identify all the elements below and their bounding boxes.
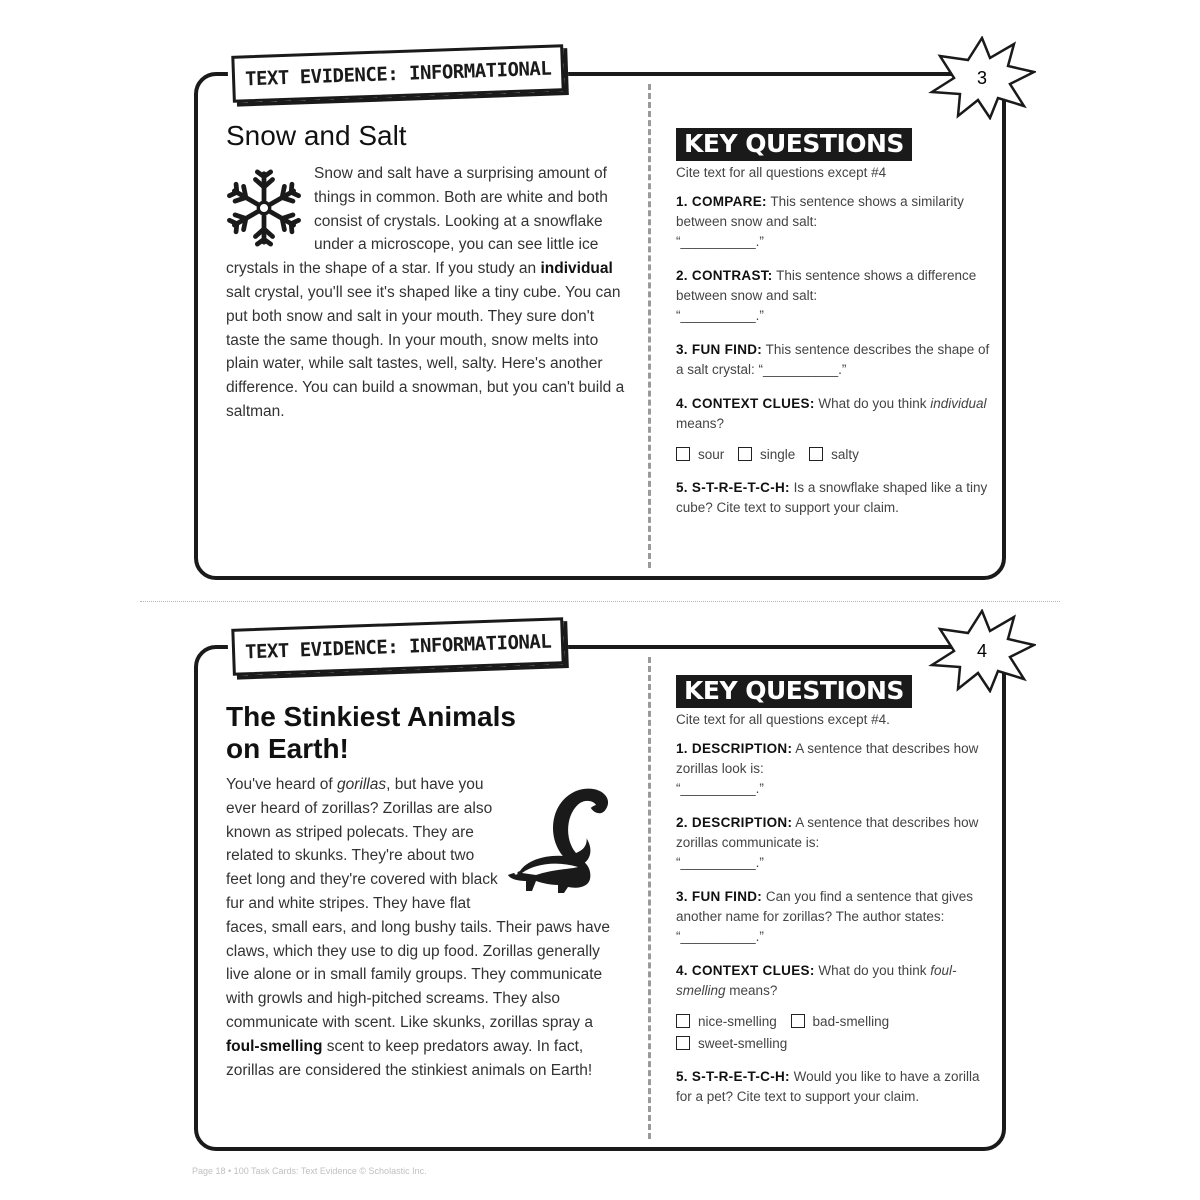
column-divider: [648, 84, 651, 568]
checkbox[interactable]: [809, 447, 823, 461]
option-bad-smelling[interactable]: bad-smelling: [791, 1011, 890, 1033]
card-tag-label: TEXT EVIDENCE: INFORMATIONAL: [231, 617, 565, 676]
card-tag: [227, 613, 569, 680]
answer-options: [676, 444, 994, 466]
cut-line: [140, 601, 1060, 602]
task-card-4: [194, 630, 1006, 1151]
passage-text: You've heard of gorillas, but have you ever heard of zorillas? Zorillas are also known as striped polecats. They are related to skunks. They're about two feet long and they're covered with black fur and white stripes. They have flat faces, small ears, and long bushy tails. Their paws have claws, which they use to dig up food. Zorillas generally live alone or in small family groups. They communicate with growls and high-pitched screams. They also communicate with scent. Like skunks, zorillas spray a foul-smelling scent to keep predators away. In fact, zorillas are considered the stinkiest animals on Earth!: [226, 773, 626, 1082]
passage-column: [226, 701, 626, 1082]
checkbox[interactable]: [791, 1014, 805, 1028]
question-5: 5. S-T-R-E-T-C-H: Would you like to have a zorilla for a pet? Cite text to support your claim.: [676, 1069, 980, 1104]
cite-instruction: Cite text for all questions except #4: [676, 165, 887, 180]
card-tag: [227, 40, 569, 107]
answer-options: [676, 1011, 994, 1055]
checkbox[interactable]: [676, 447, 690, 461]
key-questions-column: [676, 675, 994, 1121]
option-sweet-smelling[interactable]: sweet-smelling: [676, 1033, 787, 1055]
question-4: 4. CONTEXT CLUES: What do you think individual means?: [676, 396, 987, 431]
option-salty[interactable]: salty: [809, 444, 859, 466]
card-number-burst-icon: [928, 36, 1036, 120]
cite-instruction: Cite text for all questions except #4.: [676, 712, 890, 727]
checkbox[interactable]: [738, 447, 752, 461]
checkbox[interactable]: [676, 1036, 690, 1050]
option-nice-smelling[interactable]: nice-smelling: [676, 1011, 777, 1033]
page-footer: Page 18 • 100 Task Cards: Text Evidence © Scholastic Inc.: [192, 1166, 427, 1176]
checkbox[interactable]: [676, 1014, 690, 1028]
card-tag-label: TEXT EVIDENCE: INFORMATIONAL: [231, 44, 565, 103]
skunk-icon: [506, 783, 618, 893]
question-1: 1. DESCRIPTION: A sentence that describes how zorillas look is: “__________.”: [676, 741, 979, 796]
question-4: 4. CONTEXT CLUES: What do you think foul-smelling means?: [676, 963, 957, 998]
key-questions-column: [676, 128, 994, 532]
passage-title: The Stinkiest Animals on Earth!: [226, 701, 516, 764]
key-questions-heading: KEY QUESTIONS: [676, 128, 912, 161]
question-2: 2. DESCRIPTION: A sentence that describes how zorillas communicate is: “__________.”: [676, 815, 979, 870]
question-5: 5. S-T-R-E-T-C-H: Is a snowflake shaped like a tiny cube? Cite text to support your claim.: [676, 480, 988, 515]
question-2: 2. CONTRAST: This sentence shows a difference between snow and salt: “__________.”: [676, 268, 977, 323]
question-3: 3. FUN FIND: This sentence describes the shape of a salt crystal: “__________.”: [676, 342, 990, 377]
card-number: 4: [976, 641, 988, 661]
question-3: 3. FUN FIND: Can you find a sentence that gives another name for zorillas? The author states: “__________.”: [676, 889, 974, 944]
option-sour[interactable]: sour: [676, 444, 724, 466]
card-number: 3: [976, 68, 988, 88]
option-single[interactable]: single: [738, 444, 795, 466]
column-divider: [648, 657, 651, 1139]
task-card-3: [194, 57, 1006, 580]
passage-text: Snow and salt have a surprising amount of things in common. Both are white and both consist of crystals. Looking at a snowflake under a microscope, you can see little ice crystals in the shape of a star. If you study an individual salt crystal, you'll see it's shaped like a tiny cube. You can put both snow and salt in your mouth. They sure don't taste the same though. In your mouth, snow melts into plain water, while salt tastes, well, salty. Here's another difference. You can build a snowman, but you can't build a saltman.: [226, 165, 625, 420]
question-1: 1. COMPARE: This sentence shows a similarity between snow and salt: “__________.”: [676, 194, 964, 249]
snowflake-icon: [226, 166, 302, 250]
passage-column: [226, 120, 626, 424]
passage-title: Snow and Salt: [226, 120, 407, 151]
key-questions-heading: KEY QUESTIONS: [676, 675, 912, 708]
